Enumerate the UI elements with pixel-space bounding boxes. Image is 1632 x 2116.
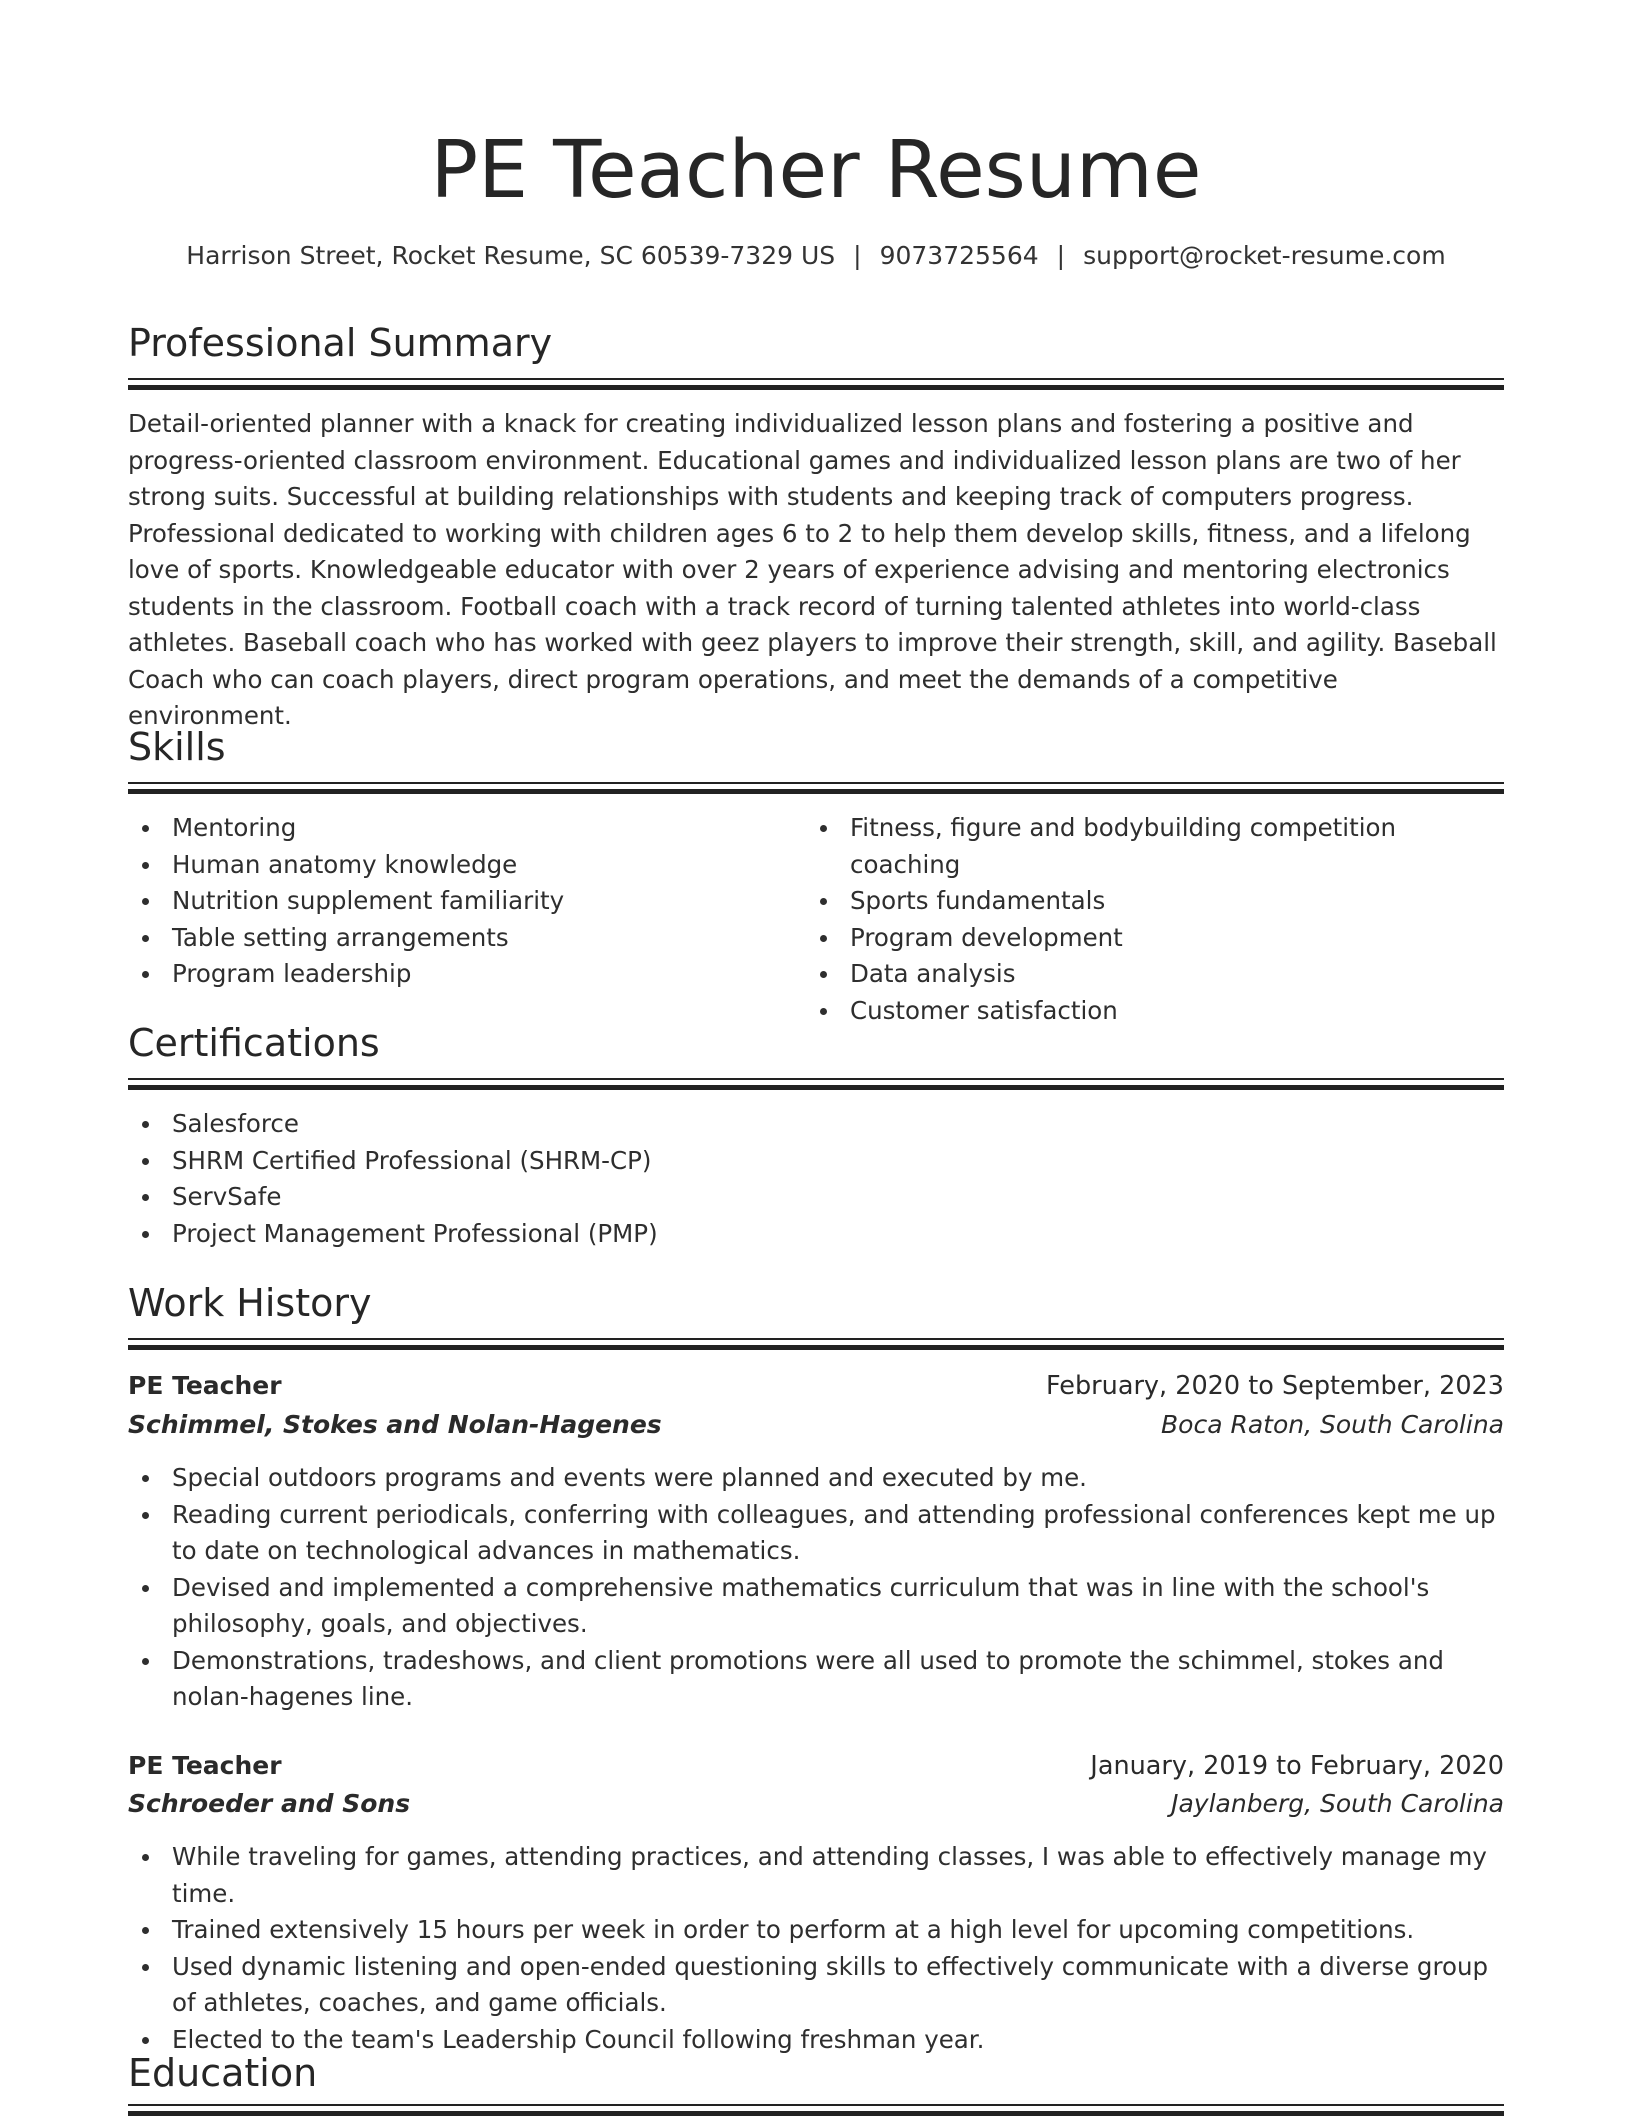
section-divider — [128, 378, 1504, 387]
job-bullet: Used dynamic listening and open-ended questioning skills to effectively communicate with a diverse group of athletes, coaches, and game officials. — [128, 1949, 1504, 2022]
skill-item: Program leadership — [128, 956, 788, 993]
section-heading-work-history: Work History — [128, 1281, 372, 1325]
job-location: Jaylanberg, South Carolina — [1171, 1789, 1504, 1818]
contact-email: support@rocket-resume.com — [1083, 241, 1446, 270]
resume-title: PE Teacher Resume — [430, 124, 1202, 216]
contact-separator: | — [853, 241, 862, 270]
job-bullet: Demonstrations, tradeshows, and client promotions were all used to promote the schimmel, stokes and nolan-hagenes line. — [128, 1643, 1504, 1716]
section-divider — [128, 782, 1504, 791]
contact-address: Harrison Street, Rocket Resume, SC 60539-7329 US — [186, 241, 836, 270]
skill-item: Human anatomy knowledge — [128, 847, 788, 884]
skill-item: Data analysis — [806, 956, 1504, 993]
skill-item: Fitness, figure and bodybuilding competition coaching — [806, 810, 1504, 883]
certification-item: Project Management Professional (PMP) — [128, 1216, 1504, 1253]
certifications-list — [128, 1106, 1504, 1252]
job-dates: February, 2020 to September, 2023 — [1046, 1371, 1504, 1401]
certification-item: Salesforce — [128, 1106, 1504, 1143]
skill-item: Customer satisfaction — [806, 993, 1504, 1030]
summary-text: Detail-oriented planner with a knack for creating individualized lesson plans and fostering a positive and progress-oriented classroom environment. Educational games and individualized lesson plans are two of her strong suits. Successful at building relationships with students and keeping track of computers progress. Professional dedicated to working with children ages 6 to 2 to help them develop skills, fitness, and a lifelong love of sports. Knowledgeable educator with over 2 years of experience advising and mentoring electronics students in the classroom. Football coach with a track record of turning talented athletes into world-class athletes. Baseball coach who has worked with geez players to improve their strength, skill, and agility. Baseball Coach who can coach players, direct program operations, and meet the demands of a competitive environment. — [128, 409, 1497, 730]
job-company: Schroeder and Sons — [128, 1789, 411, 1818]
section-heading-education: Education — [128, 2051, 318, 2095]
skills-list-right — [806, 810, 1504, 1029]
skills-list-left — [128, 810, 788, 993]
job-location: Boca Raton, South Carolina — [1161, 1410, 1504, 1439]
skill-item: Program development — [806, 920, 1504, 957]
job-company: Schimmel, Stokes and Nolan-Hagenes — [128, 1410, 662, 1439]
contact-line — [128, 238, 1504, 274]
section-heading-summary: Professional Summary — [128, 321, 553, 365]
job-bullets — [128, 1839, 1504, 2058]
job-bullets — [128, 1460, 1504, 1716]
section-divider — [128, 1078, 1504, 1087]
certification-item: ServSafe — [128, 1179, 1504, 1216]
contact-phone: 9073725564 — [879, 241, 1039, 270]
job-bullet: Devised and implemented a comprehensive mathematics curriculum that was in line with the school's philosophy, goals, and objectives. — [128, 1570, 1504, 1643]
contact-separator: | — [1056, 241, 1066, 270]
skill-item: Table setting arrangements — [128, 920, 788, 957]
job-bullet: Trained extensively 15 hours per week in order to perform at a high level for upcoming competitions. — [128, 1912, 1504, 1949]
skill-item: Sports fundamentals — [806, 883, 1504, 920]
section-heading-certifications: Certifications — [128, 1021, 380, 1065]
job-bullet: While traveling for games, attending practices, and attending classes, I was able to effectively manage my time. — [128, 1839, 1504, 1912]
job-title: PE Teacher — [128, 1751, 282, 1780]
section-heading-skills: Skills — [128, 725, 226, 769]
job-bullet: Special outdoors programs and events were planned and executed by me. — [128, 1460, 1504, 1497]
job-bullet: Reading current periodicals, conferring with colleagues, and attending professional conferences kept me up to date on technological advances in mathematics. — [128, 1497, 1504, 1570]
job-dates: January, 2019 to February, 2020 — [1090, 1751, 1504, 1781]
job-bullet: Elected to the team's Leadership Council following freshman year. — [128, 2022, 1504, 2059]
section-divider — [128, 1338, 1504, 1347]
skill-item: Nutrition supplement familiarity — [128, 883, 788, 920]
certification-item: SHRM Certified Professional (SHRM-CP) — [128, 1143, 1504, 1180]
job-title: PE Teacher — [128, 1371, 282, 1400]
skill-item: Mentoring — [128, 810, 788, 847]
